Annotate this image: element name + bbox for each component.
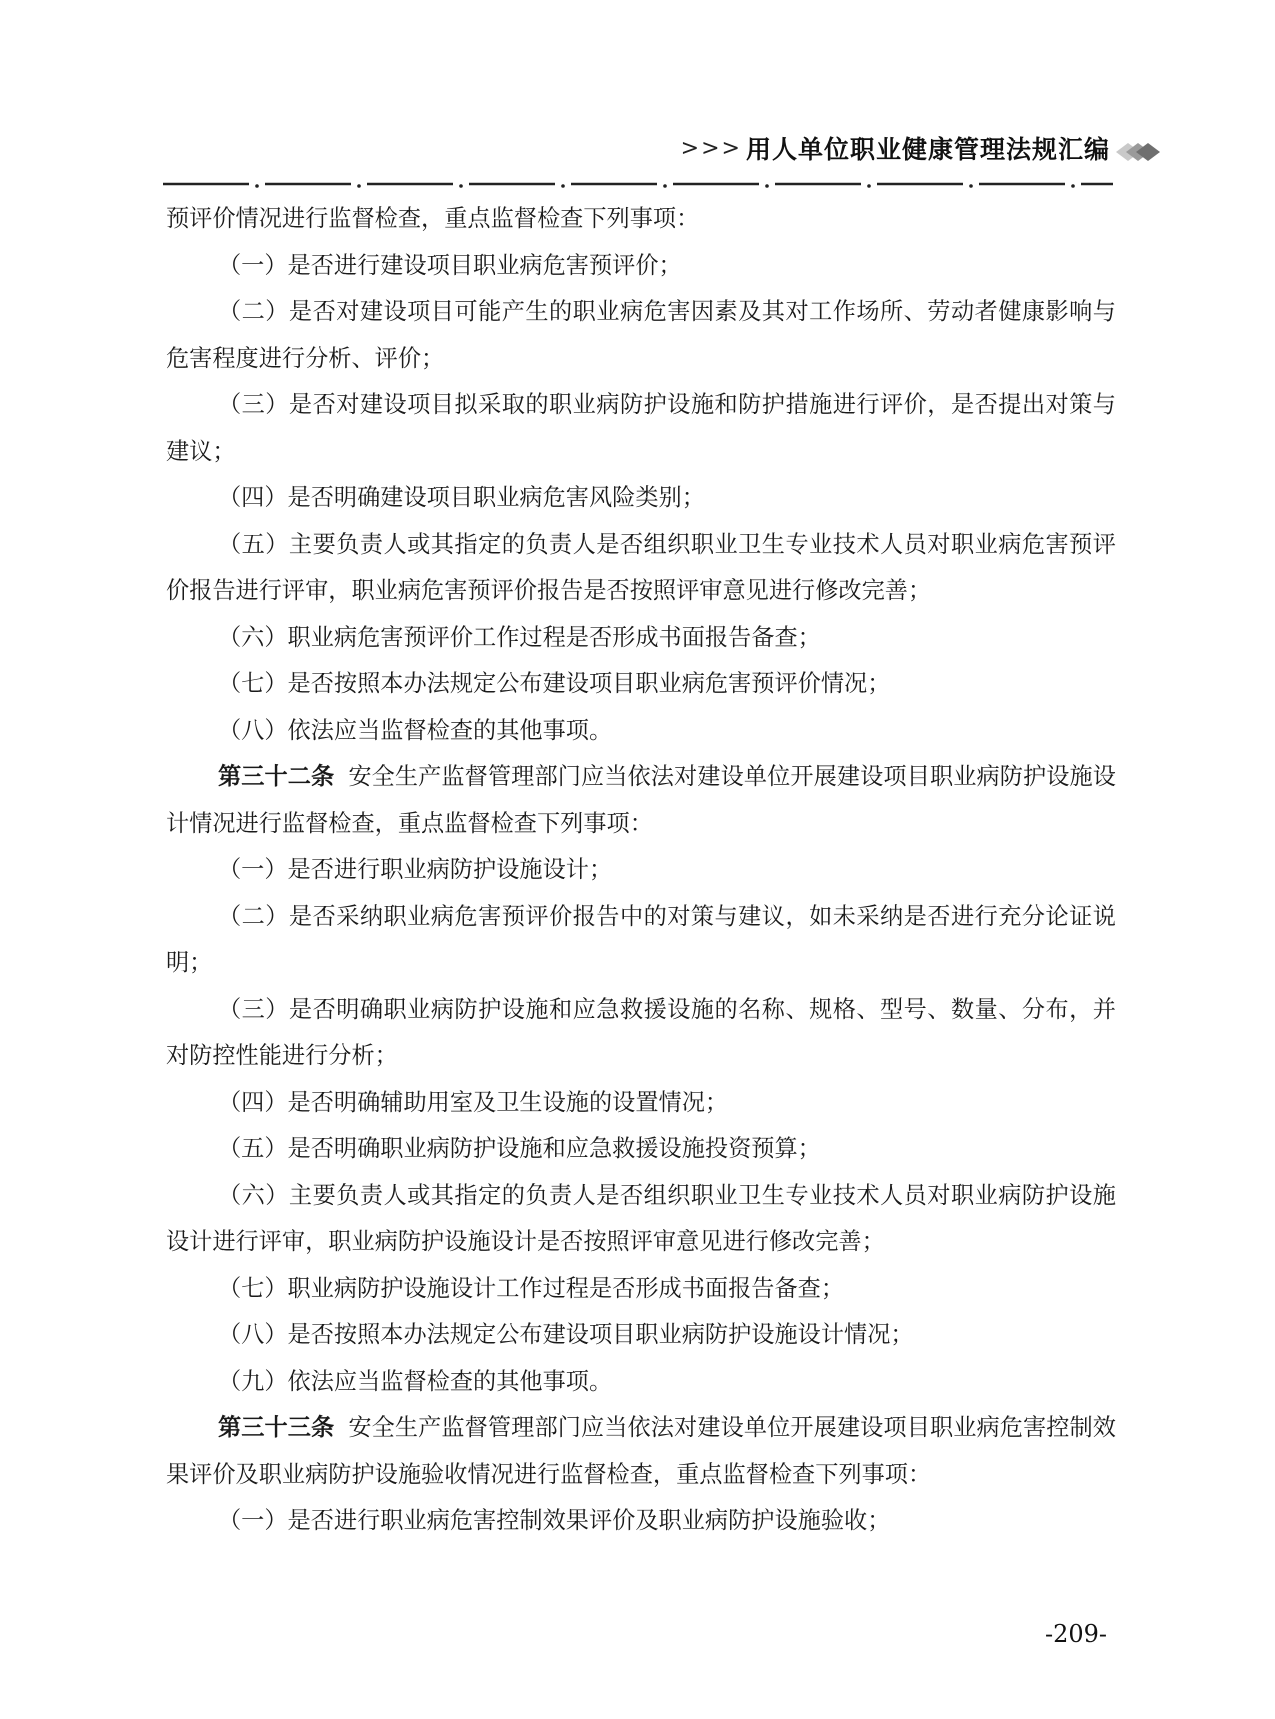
page-number: -209- xyxy=(1045,1620,1108,1648)
paragraph-text: （二）是否对建设项目可能产生的职业病危害因素及其对工作场所、劳动者健康影响与危害程度进行分析、评价； xyxy=(166,298,1116,372)
paragraph-text: （九）依法应当监督检查的其他事项。 xyxy=(218,1367,613,1395)
paragraph-text: 安全生产监督管理部门应当依法对建设单位开展建设项目职业病危害控制效果评价及职业病防护设施验收情况进行监督检查，重点监督检查下列事项： xyxy=(166,1414,1116,1488)
paragraph-text: （一）是否进行职业病防护设施设计； xyxy=(218,856,613,883)
header-rule xyxy=(163,180,1113,188)
paragraph-text: （五）是否明确职业病防护设施和应急救援设施投资预算； xyxy=(218,1135,821,1162)
paragraph-text: （六）职业病危害预评价工作过程是否形成书面报告备查； xyxy=(218,623,821,651)
paragraph-text: 预评价情况进行监督检查，重点监督检查下列事项： xyxy=(166,205,700,232)
paragraph xyxy=(166,1359,1116,1406)
paragraph-text: （一）是否进行职业病危害控制效果评价及职业病防护设施验收； xyxy=(218,1507,891,1534)
paragraph xyxy=(166,987,1116,1080)
paragraph-text: （四）是否明确建设项目职业病危害风险类别； xyxy=(218,484,705,511)
paragraph-text: （四）是否明确辅助用室及卫生设施的设置情况； xyxy=(218,1088,729,1116)
paragraph xyxy=(166,289,1116,382)
paragraph-text: （六）主要负责人或其指定的负责人是否组织职业卫生专业技术人员对职业病防护设施设计进行评审，职业病防护设施设计是否按照评审意见进行修改完善； xyxy=(166,1181,1116,1255)
article-number: 第三十二条 xyxy=(218,763,335,790)
paragraph xyxy=(166,475,1116,522)
paragraph xyxy=(166,1080,1116,1127)
running-header xyxy=(0,128,1110,168)
paragraph xyxy=(166,708,1116,755)
paragraph-text: （三）是否明确职业病防护设施和应急救援设施的名称、规格、型号、数量、分布，并对防控性能进行分析； xyxy=(166,995,1116,1069)
paragraph-text: （二）是否采纳职业病危害预评价报告中的对策与建议，如未采纳是否进行充分论证说明； xyxy=(166,902,1116,976)
paragraph-text: （一）是否进行建设项目职业病危害预评价； xyxy=(218,251,682,279)
diamond-ornament-icon xyxy=(1116,140,1162,164)
paragraph xyxy=(166,243,1116,290)
paragraph-text: （七）职业病防护设施设计工作过程是否形成书面报告备查； xyxy=(218,1274,845,1302)
paragraph xyxy=(166,1498,1116,1545)
paragraph xyxy=(166,1126,1116,1173)
paragraph xyxy=(166,615,1116,662)
paragraph-text: 安全生产监督管理部门应当依法对建设单位开展建设项目职业病防护设施设计情况进行监督检查，重点监督检查下列事项： xyxy=(166,763,1116,837)
paragraph xyxy=(166,847,1116,894)
article-paragraph xyxy=(166,1405,1116,1498)
paragraph-text: （八）是否按照本办法规定公布建设项目职业病防护设施设计情况； xyxy=(218,1321,914,1348)
paragraph-text: （八）依法应当监督检查的其他事项。 xyxy=(218,716,613,744)
body-text xyxy=(166,196,1116,1545)
paragraph xyxy=(166,661,1116,708)
article-paragraph xyxy=(166,754,1116,847)
paragraph xyxy=(166,1266,1116,1313)
paragraph-text: （五）主要负责人或其指定的负责人是否组织职业卫生专业技术人员对职业病危害预评价报告进行评审，职业病危害预评价报告是否按照评审意见进行修改完善； xyxy=(166,530,1116,604)
paragraph xyxy=(166,894,1116,987)
paragraph-text: （三）是否对建设项目拟采取的职业病防护设施和防护措施进行评价，是否提出对策与建议； xyxy=(166,391,1116,465)
paragraph-text: （七）是否按照本办法规定公布建设项目职业病危害预评价情况； xyxy=(218,670,891,697)
paragraph xyxy=(166,382,1116,475)
header-arrows: >>> xyxy=(680,135,742,161)
running-header-title: 用人单位职业健康管理法规汇编 xyxy=(745,135,1110,164)
paragraph xyxy=(166,196,1116,243)
paragraph xyxy=(166,1312,1116,1359)
article-number: 第三十三条 xyxy=(218,1414,335,1441)
paragraph xyxy=(166,1173,1116,1266)
paragraph xyxy=(166,522,1116,615)
